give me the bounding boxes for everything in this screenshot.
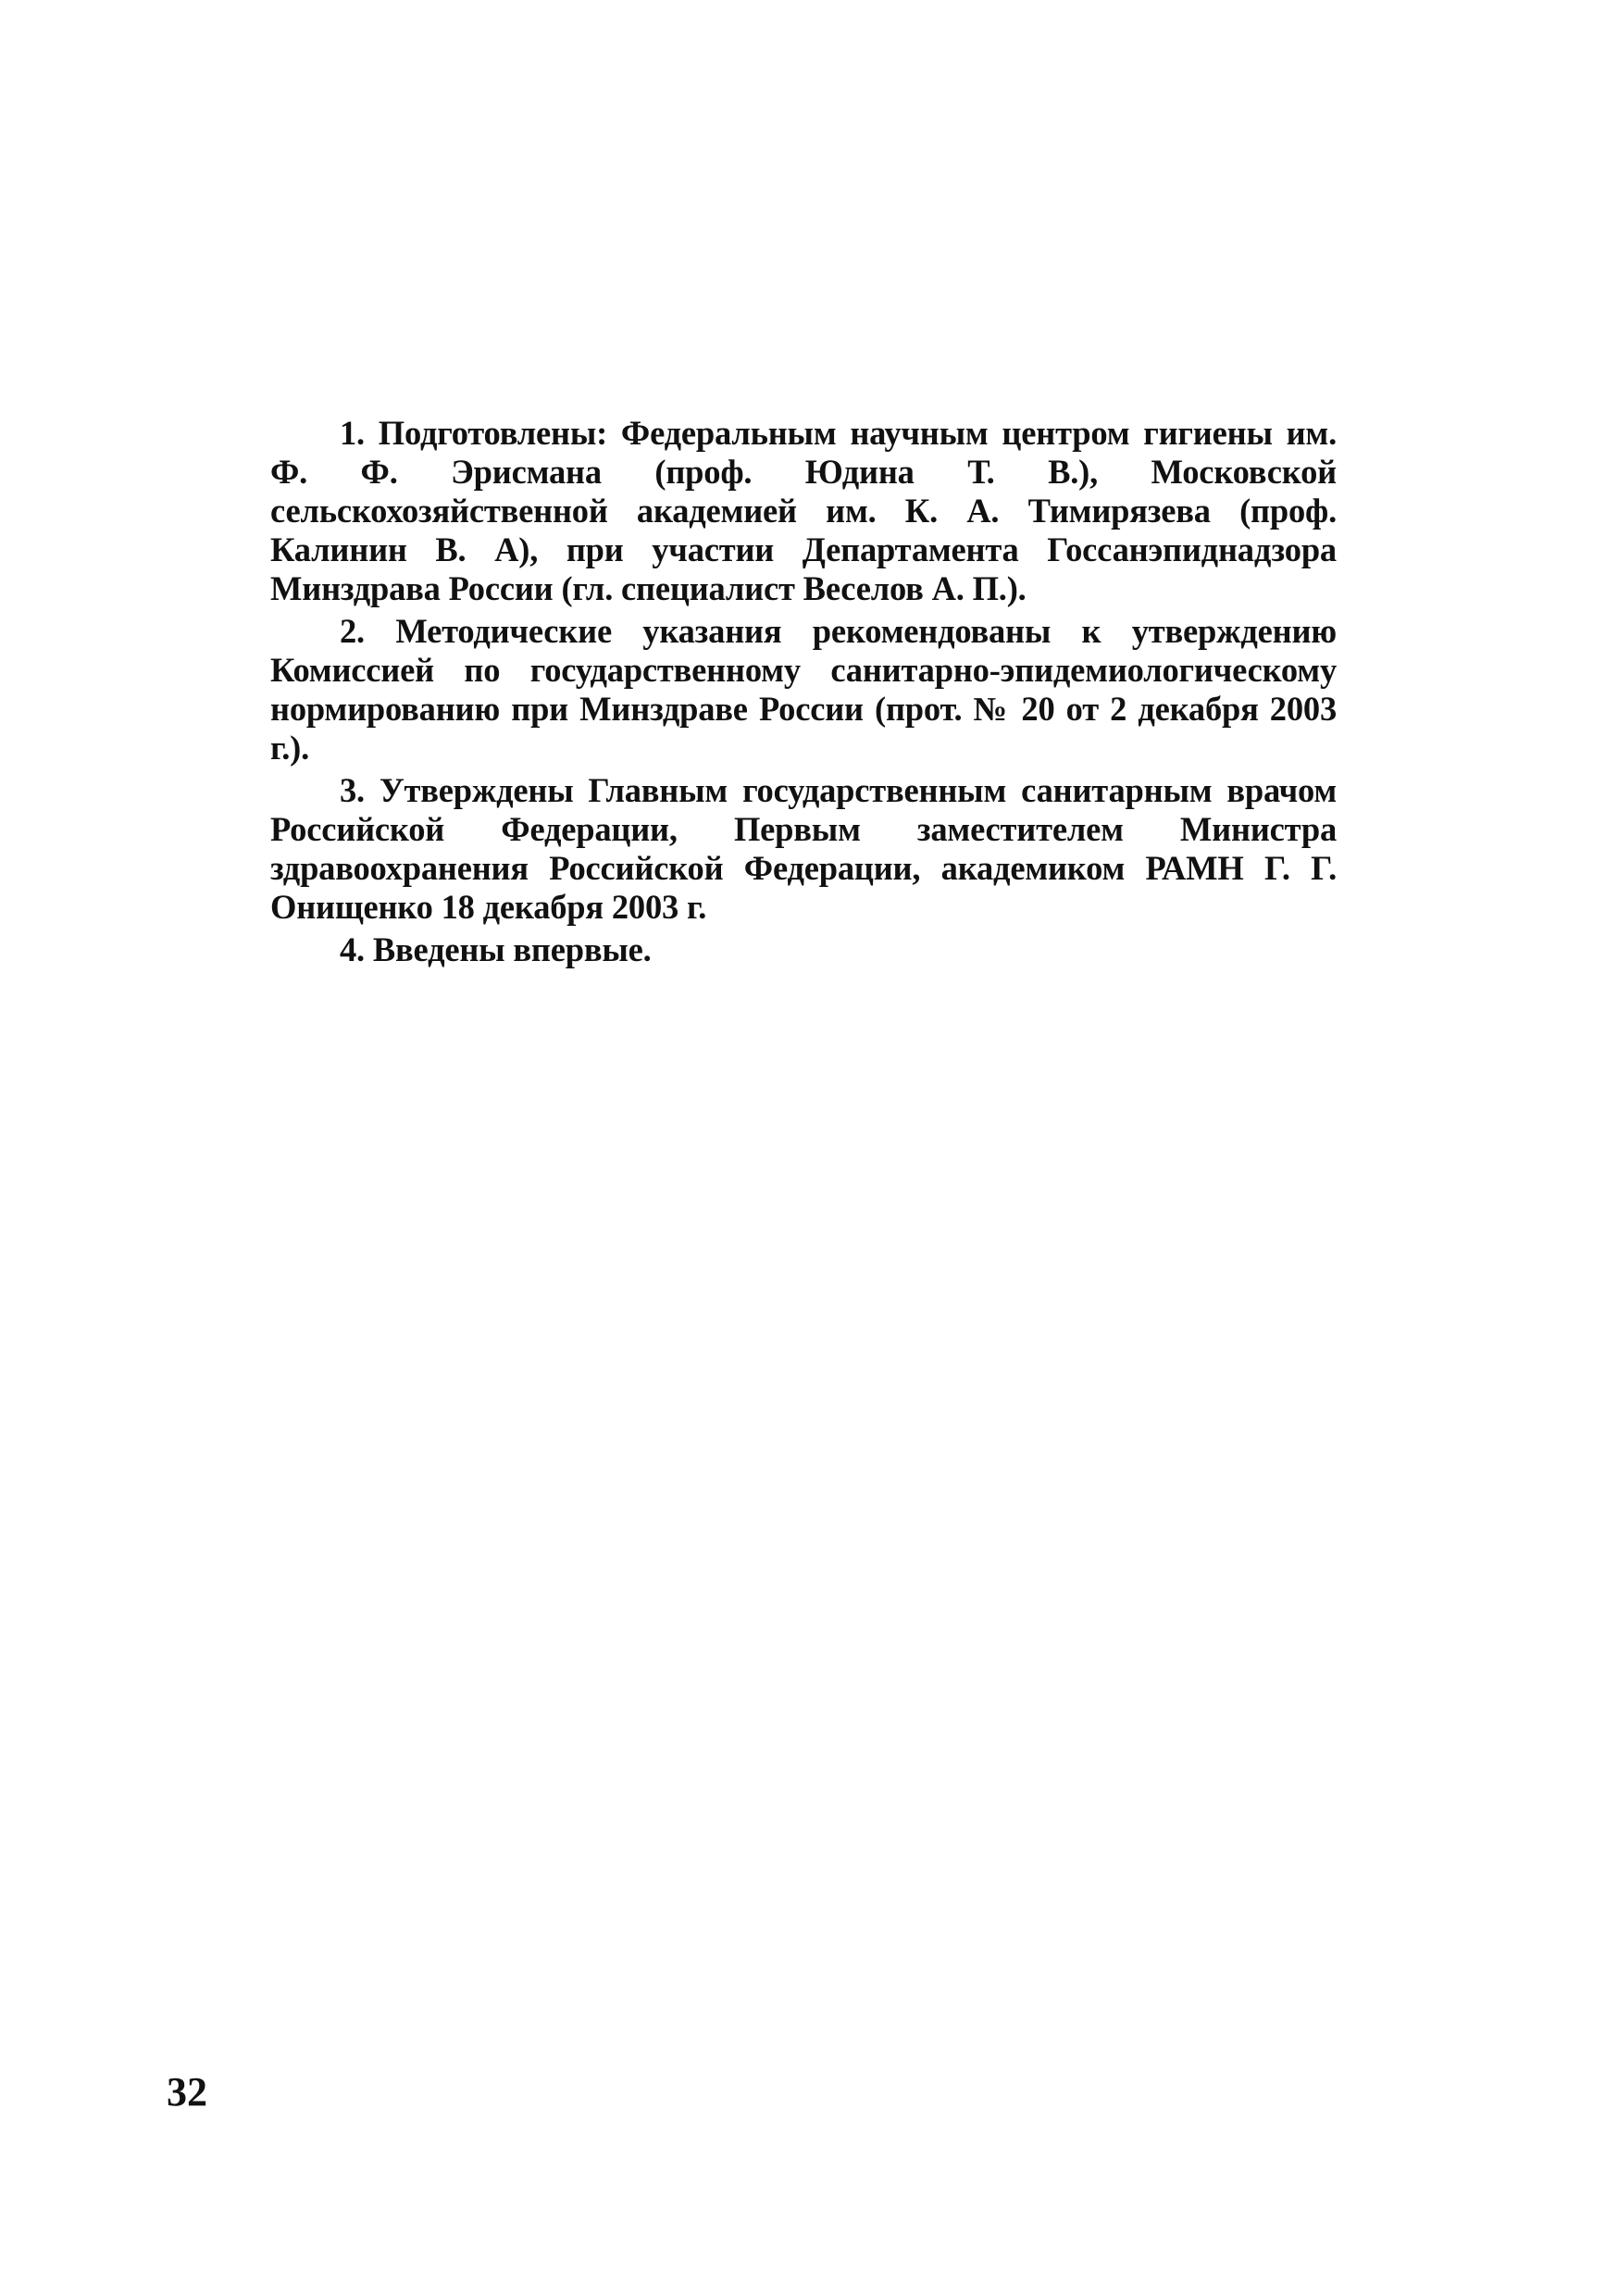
paragraph-approved: 3. Утверждены Главным государственным санитарным врачом Российской Федерации, Первым заместителем Министра здравоохранения Российской Федерации, академиком РАМН Г. Г. Онищенко 18 декабря 2003 г. — [270, 771, 1337, 926]
document-body — [270, 414, 1337, 973]
paragraph-recommended: 2. Методические указания рекомендованы к утверждению Комиссией по государственному санитарно-эпидемиологическому нормированию при Минздраве России (прот. № 20 от 2 декабря 2003 г.). — [270, 612, 1337, 767]
paragraph-introduced: 4. Введены впервые. — [340, 930, 652, 968]
paragraph-prepared-by: 1. Подготовлены: Федеральным научным центром гигиены им. Ф. Ф. Эрисмана (проф. Юдина Т. В.), Московской сельскохозяйственной академией им. К. А. Тимирязева (проф. Калинин В. А), при участии Департамента Госсанэпиднадзора Минздрава России (гл. специалист Веселов А. П.). — [270, 414, 1337, 607]
page-number: 32 — [167, 2069, 207, 2115]
